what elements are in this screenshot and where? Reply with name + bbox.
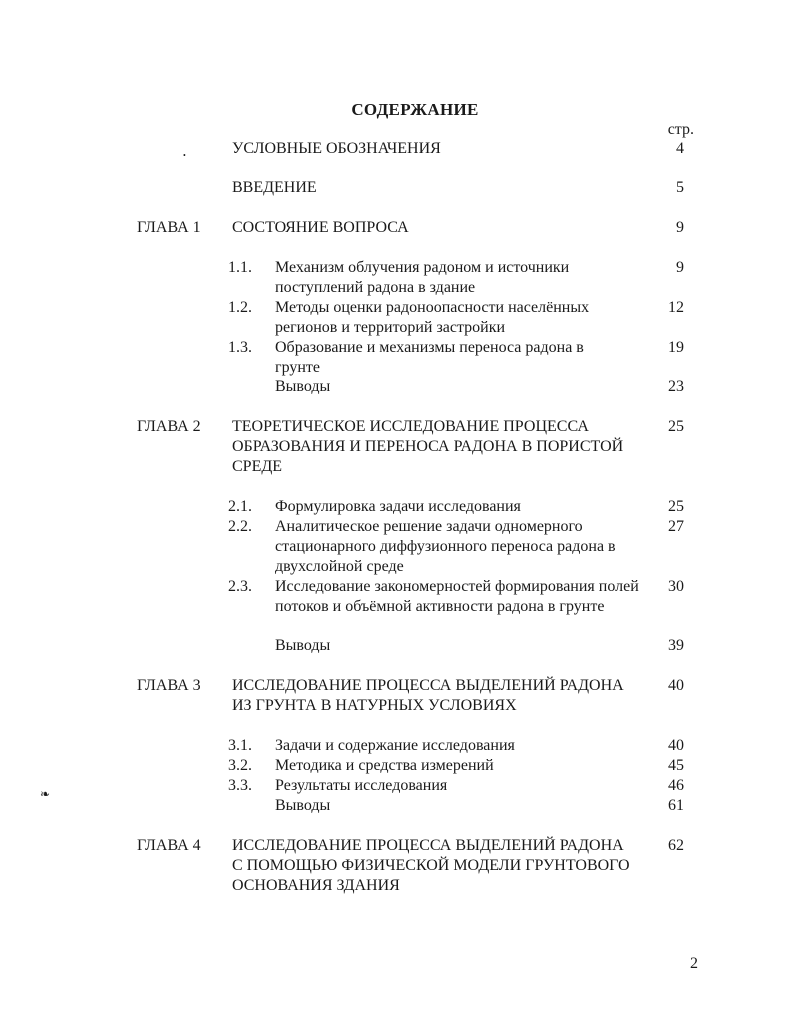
section-title: Механизм облучения радоном и источники поступлений радона в здание — [275, 259, 570, 296]
section-title: Выводы — [275, 797, 331, 814]
section-number: 2.1. — [228, 498, 252, 515]
toc-entry-page: 9 — [676, 259, 684, 276]
toc-entry-page: 40 — [668, 677, 684, 694]
toc-entry-text: УСЛОВНЫЕ ОБОЗНАЧЕНИЯ — [232, 140, 441, 157]
section-number: 1.2. — [228, 299, 252, 316]
toc-entry-page: 9 — [676, 219, 684, 236]
chapter-label: ГЛАВА 2 — [137, 418, 201, 435]
toc-entry-page: 19 — [668, 339, 684, 356]
toc-entry-page: 40 — [668, 737, 684, 754]
section-title: Формулировка задачи исследования — [275, 498, 521, 515]
toc-entry-page: 25 — [668, 418, 684, 435]
section-title: Исследование закономерностей формирования полей потоков и объёмной активности радона в грунте — [275, 578, 639, 615]
toc-entry-page: 23 — [668, 378, 684, 395]
page-title: СОДЕРЖАНИЕ — [351, 100, 479, 119]
page-column-header: стр. — [667, 121, 694, 138]
chapter-title: ИССЛЕДОВАНИЕ ПРОЦЕССА ВЫДЕЛЕНИЙ РАДОНА ИЗ ГРУНТА В НАТУРНЫХ УСЛОВИЯХ — [232, 677, 624, 714]
section-number: 1.1. — [228, 259, 252, 276]
chapter-title: СОСТОЯНИЕ ВОПРОСА — [232, 219, 409, 236]
section-title: Результаты исследования — [275, 777, 448, 794]
section-title: Образование и механизмы переноса радона в грунте — [275, 339, 584, 376]
scan-speck: ❧ — [40, 787, 51, 801]
section-number: 2.3. — [228, 578, 252, 595]
toc-entry-page: 45 — [668, 757, 684, 774]
toc-entry-page: 4 — [676, 140, 684, 157]
toc-entry-page: 27 — [668, 518, 684, 535]
section-number: 3.1. — [228, 737, 252, 754]
section-title: Выводы — [275, 637, 331, 654]
section-title: Задачи и содержание исследования — [275, 737, 515, 754]
section-title: Методика и средства измерений — [275, 757, 494, 774]
toc-entry-page: 12 — [668, 299, 684, 316]
section-number: 2.2. — [228, 518, 252, 535]
toc-entry-text: ВВЕДЕНИЕ — [232, 179, 317, 196]
toc-entry-page: 61 — [668, 797, 684, 814]
toc-entry-page: 62 — [668, 837, 684, 854]
chapter-title: ТЕОРЕТИЧЕСКОЕ ИССЛЕДОВАНИЕ ПРОЦЕССА ОБРАЗОВАНИЯ И ПЕРЕНОСА РАДОНА В ПОРИСТОЙ СРЕДЕ — [232, 418, 624, 475]
chapter-label: ГЛАВА 3 — [137, 677, 201, 694]
section-title: Выводы — [275, 378, 331, 395]
section-number: 3.2. — [228, 757, 252, 774]
section-title: Аналитическое решение задачи одномерного стационарного диффузионного переноса радона в двухслойной среде — [275, 518, 616, 575]
toc-entry-page: 46 — [668, 777, 684, 794]
section-title: Методы оценки радоноопасности населённых регионов и территорий застройки — [275, 299, 590, 336]
section-number: 1.3. — [228, 339, 252, 356]
chapter-title: ИССЛЕДОВАНИЕ ПРОЦЕССА ВЫДЕЛЕНИЙ РАДОНА С ПОМОЩЬЮ ФИЗИЧЕСКОЙ МОДЕЛИ ГРУНТОВОГО ОСНОВАНИЯ ЗДАНИЯ — [232, 837, 630, 894]
chapter-label: ГЛАВА 4 — [137, 837, 201, 854]
section-number: 3.3. — [228, 777, 252, 794]
page-number: 2 — [690, 955, 698, 972]
toc-entry-page: 25 — [668, 498, 684, 515]
toc-entry-page: 30 — [668, 578, 684, 595]
toc-entry-page: 39 — [668, 637, 684, 654]
chapter-label: ГЛАВА 1 — [137, 219, 201, 236]
scan-speck: • — [183, 151, 186, 160]
toc-entry-page: 5 — [676, 179, 684, 196]
